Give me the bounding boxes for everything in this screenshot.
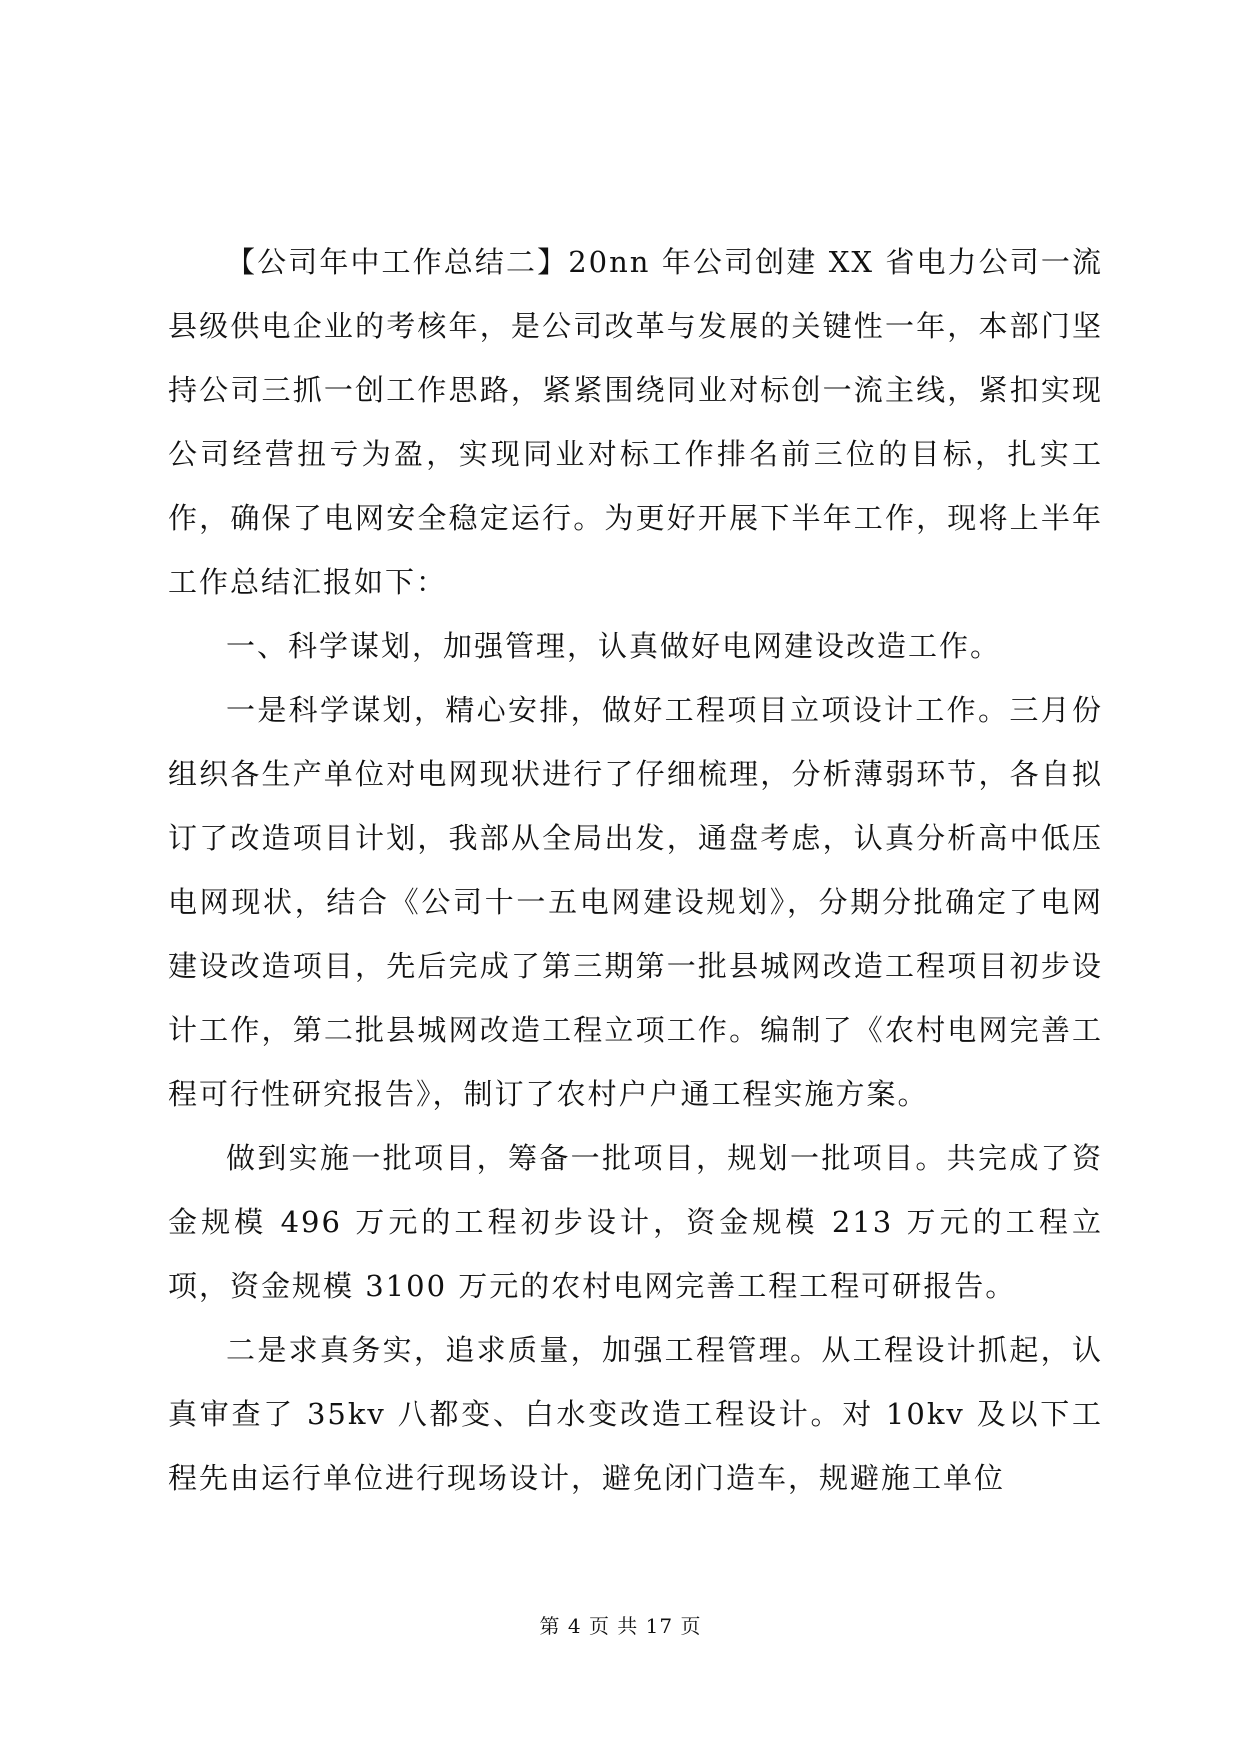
- paragraph-section-heading: 一、科学谋划，加强管理，认真做好电网建设改造工作。: [226, 629, 1002, 663]
- page-number-footer: 第 4 页 共 17 页: [539, 1614, 702, 1638]
- paragraph-intro: 【公司年中工作总结二】20nn 年公司创建 XX 省电力公司一流县级供电企业的考核年，是公司改革与发展的关键性一年，本部门坚持公司三抓一创工作思路，紧紧围绕同业对标创一流主线，紧扣实现公司经营扭亏为盈，实现同业对标工作排名前三位的目标，扎实工作，确保了电网安全稳定运行。为更好开展下半年工作，现将上半年工作总结汇报如下：: [168, 245, 1103, 599]
- paragraph-quality: 二是求真务实，追求质量，加强工程管理。从工程设计抓起，认真审查了 35kv 八都变、白水变改造工程设计。对 10kv 及以下工程先由运行单位进行现场设计，避免闭门造车，规避施工单位: [168, 1333, 1103, 1495]
- paragraph-planning: 一是科学谋划，精心安排，做好工程项目立项设计工作。三月份组织各生产单位对电网现状进行了仔细梳理，分析薄弱环节，各自拟订了改造项目计划，我部从全局出发，通盘考虑，认真分析高中低压电网现状，结合《公司十一五电网建设规划》，分期分批确定了电网建设改造项目，先后完成了第三期第一批县城网改造工程项目初步设计工作，第二批县城网改造工程立项工作。编制了《农村电网完善工程可行性研究报告》，制订了农村户户通工程实施方案。: [168, 693, 1103, 1111]
- paragraph-projects: 做到实施一批项目，筹备一批项目，规划一批项目。共完成了资金规模 496 万元的工程初步设计，资金规模 213 万元的工程立项，资金规模 3100 万元的农村电网完善工程工程可研报告。: [168, 1141, 1103, 1303]
- document-body: [168, 230, 1103, 1510]
